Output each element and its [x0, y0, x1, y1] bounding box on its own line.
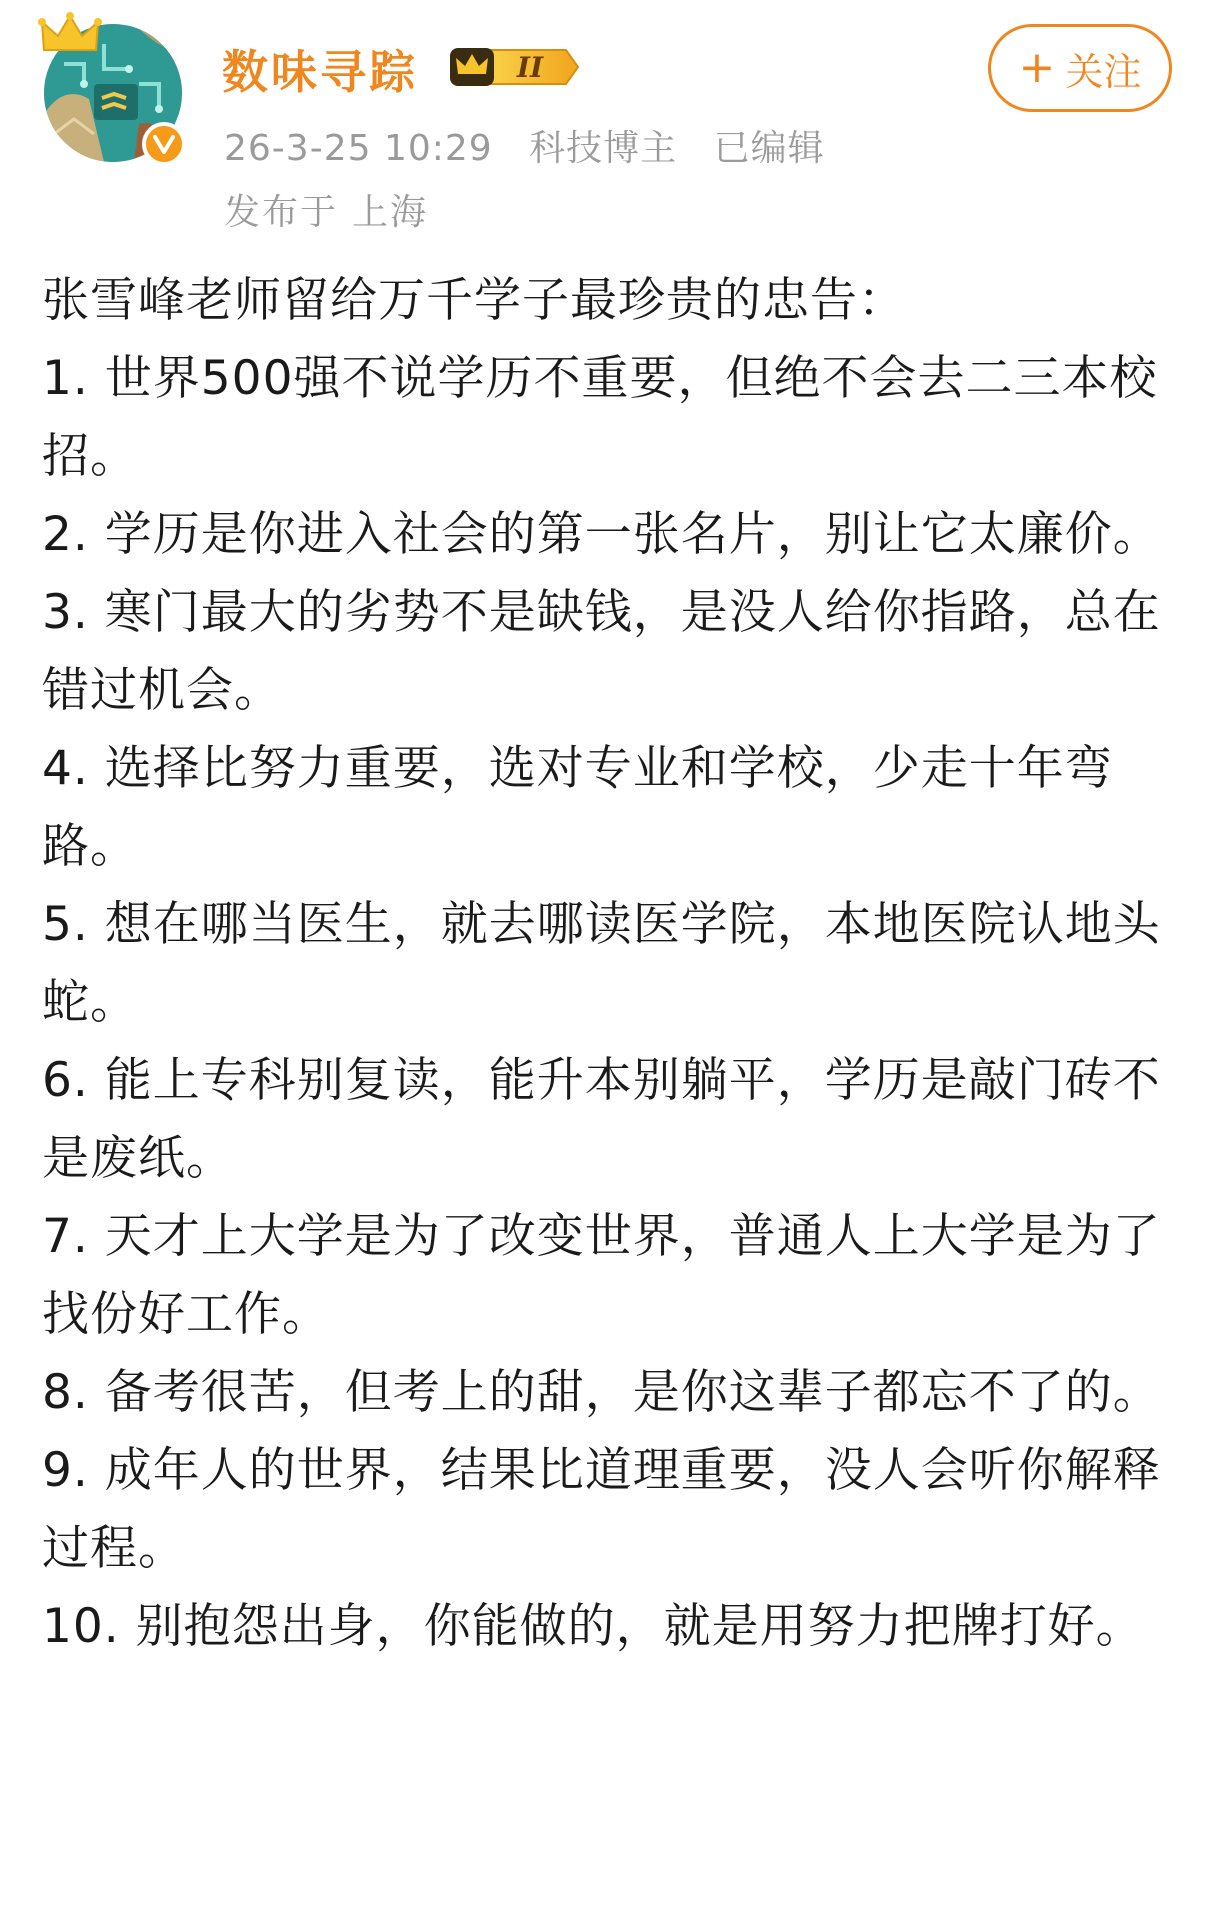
- user-role: 科技博主: [529, 128, 678, 169]
- list-item: 4. 选择比努力重要，选对专业和学校，少走十年弯路。: [42, 741, 1113, 874]
- list-item: 8. 备考很苦，但考上的甜，是你这辈子都忘不了的。: [42, 1365, 1161, 1420]
- post-content: [42, 262, 1172, 1666]
- list-item: 3. 寒门最大的劣势不是缺钱，是没人给你指路，总在错过机会。: [42, 585, 1161, 718]
- post-timestamp: 26-3-25 10:29: [224, 128, 493, 169]
- list-item: 6. 能上专科别复读，能升本别躺平，学历是敲门砖不是废纸。: [42, 1053, 1161, 1186]
- level-badge-icon[interactable]: [448, 44, 582, 90]
- list-item: 10. 别抱怨出身，你能做的，就是用努力把牌打好。: [42, 1599, 1144, 1654]
- post-header: [0, 0, 1216, 250]
- plus-icon: +: [1018, 42, 1056, 93]
- avatar[interactable]: [44, 24, 182, 162]
- post-intro: 张雪峰老师留给万千学子最珍贵的忠告：: [42, 273, 906, 328]
- list-item: 7. 天才上大学是为了改变世界，普通人上大学是为了找份好工作。: [42, 1209, 1161, 1342]
- list-item: 2. 学历是你进入社会的第一张名片，别让它太廉价。: [42, 507, 1161, 562]
- username[interactable]: 数味寻踪: [222, 45, 418, 99]
- verified-v-icon: [142, 122, 186, 166]
- post-meta: [224, 120, 849, 171]
- location-name: 上海: [352, 192, 429, 233]
- follow-label: 关注: [1065, 49, 1142, 94]
- list-item: 9. 成年人的世界，结果比道理重要，没人会听你解释过程。: [42, 1443, 1161, 1576]
- list-item: 1. 世界500强不说学历不重要，但绝不会去二三本校招。: [42, 351, 1158, 484]
- edited-label[interactable]: 已编辑: [713, 128, 825, 169]
- post-location: [224, 184, 428, 235]
- location-prefix: 发布于: [224, 192, 339, 233]
- follow-button[interactable]: [988, 24, 1172, 112]
- level-number: II: [516, 51, 544, 84]
- list-item: 5. 想在哪当医生，就去哪读医学院，本地医院认地头蛇。: [42, 897, 1161, 1030]
- crown-icon: [38, 10, 102, 60]
